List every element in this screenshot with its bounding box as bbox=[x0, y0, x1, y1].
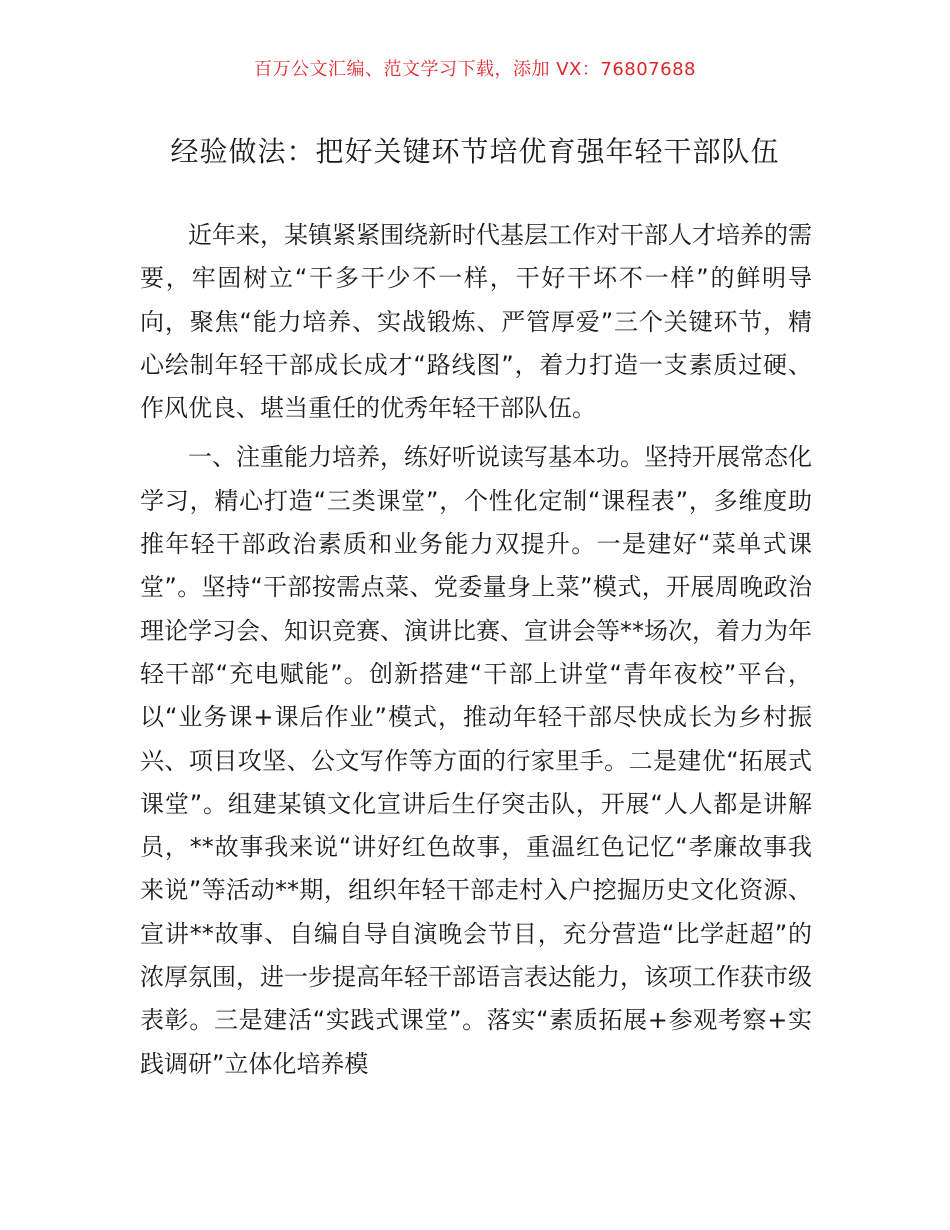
document-body bbox=[140, 214, 812, 1086]
paragraph-section-one: 一、注重能力培养，练好听说读写基本功。坚持开展常态化学习，精心打造“三类课堂”，个性化定制“课程表”，多维度助推年轻干部政治素质和业务能力双提升。一是建好“菜单式课堂”。坚持“干部按需点菜、党委量身上菜”模式，开展周晚政治理论学习会、知识竞赛、演讲比赛、宣讲会等**场次，着力为年轻干部“充电赋能”。创新搭建“干部上讲堂“青年夜校”平台，以“业务课+课后作业”模式，推动年轻干部尽快成长为乡村振兴、项目攻坚、公文写作等方面的行家里手。二是建优“拓展式课堂”。组建某镇文化宣讲后生仔突击队，开展“人人都是讲解员，**故事我来说“讲好红色故事，重温红色记忆“孝廉故事我来说”等活动**期，组织年轻干部走村入户挖掘历史文化资源、宣讲**故事、自编自导自演晚会节目，充分营造“比学赶超”的浓厚氛围，进一步提高年轻干部语言表达能力，该项工作获市级表彰。三是建活“实践式课堂”。落实“素质拓展+参观考察+实践调研”立体化培养模 bbox=[140, 443, 812, 1078]
header-banner: 百万公文汇编、范文学习下载，添加 VX：76807688 bbox=[254, 59, 696, 80]
document-title: 经验做法：把好关键环节培优育强年轻干部队伍 bbox=[170, 134, 780, 168]
paragraph-intro: 近年来，某镇紧紧围绕新时代基层工作对干部人才培养的需要，牢固树立“干多干少不一样，干好干坏不一样”的鲜明导向，聚焦“能力培养、实战锻炼、严管厚爱”三个关键环节，精心绘制年轻干部成长成才“路线图”，着力打造一支素质过硬、作风优良、堪当重任的优秀年轻干部队伍。 bbox=[140, 221, 812, 423]
